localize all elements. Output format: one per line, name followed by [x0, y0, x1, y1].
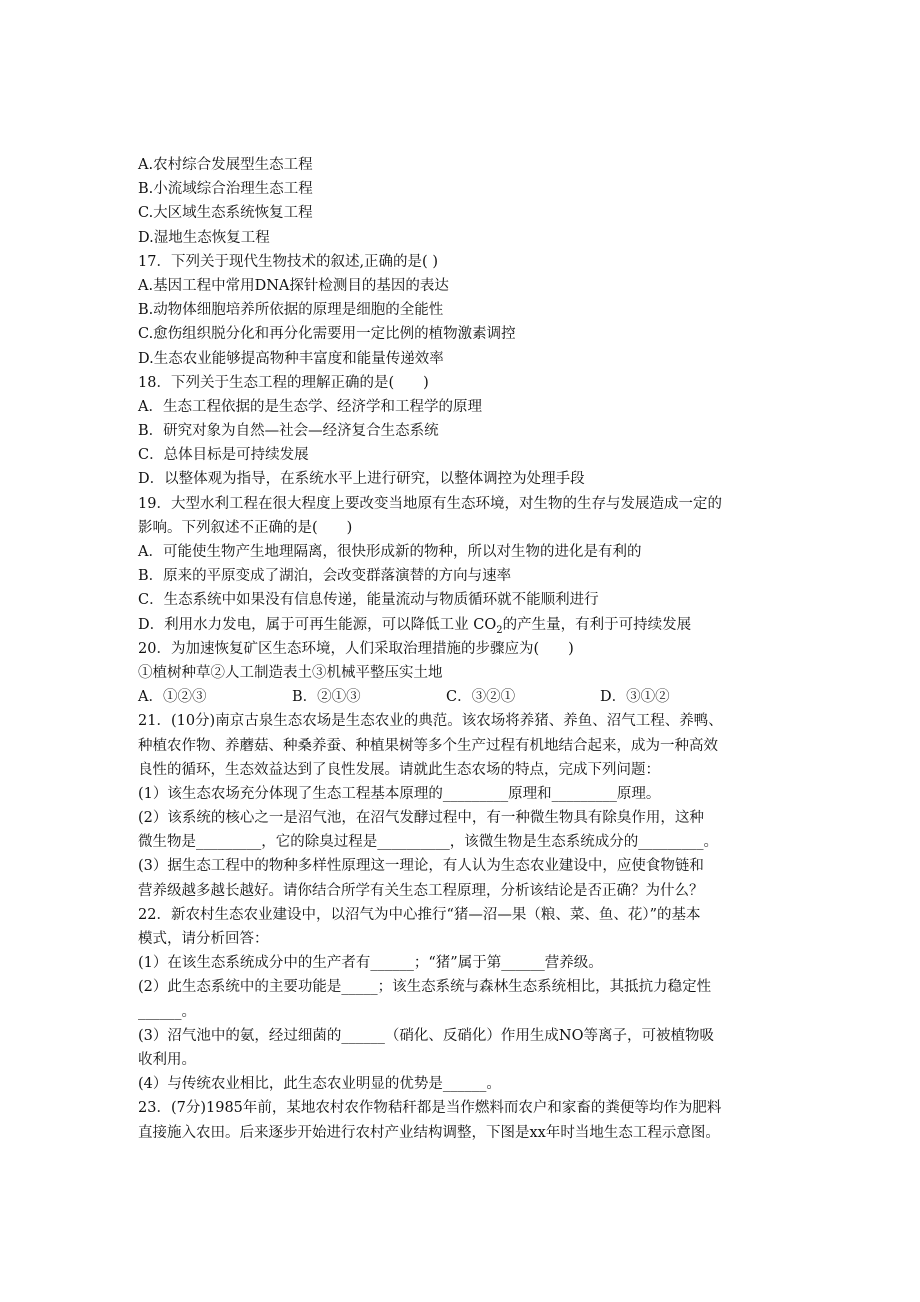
question-21-part-1: (1）该生态农场充分体现了生态工程基本原理的_________原理和_________原理。	[138, 785, 661, 802]
question-23-stem-cont: 直接施入农田。后来逐步开始进行农村产业结构调整，下图是xx年时当地生态工程示意图。	[138, 1124, 720, 1141]
text-run: 的产生量，有利于可持续发展	[502, 616, 692, 633]
question-17-option-d: D.生态农业能够提高物种丰富度和能量传递效率	[138, 350, 444, 367]
question-17-stem: 17．下列关于现代生物技术的叙述,正确的是( )	[138, 253, 438, 270]
question-22-part-3-cont: 收利用。	[138, 1051, 196, 1068]
subscript: 2	[496, 624, 503, 636]
question-20-stem: 20．为加速恢复矿区生态环境，人们采取治理措施的步骤应为( )	[138, 640, 574, 657]
question-18-option-a: A．生态工程依据的是生态学、经济学和工程学的原理	[138, 398, 482, 415]
question-20-option-a: A．①②③	[138, 689, 207, 706]
document-body	[138, 153, 788, 1145]
question-20-option-c: C．③②①	[446, 689, 516, 706]
question-18-stem: 18．下列关于生态工程的理解正确的是( )	[138, 374, 429, 391]
option-line: B.小流域综合治理生态工程	[138, 181, 313, 198]
question-19-stem-cont: 影响。下列叙述不正确的是( )	[138, 519, 353, 536]
question-22-part-2: (2）此生态系统中的主要功能是_____；该生态系统与森林生态系统相比，其抵抗力稳定性	[138, 979, 712, 996]
question-21-stem-cont: 种植农作物、养蘑菇、种桑养蚕、种植果树等多个生产过程有机地结合起来，成为一种高效	[138, 737, 718, 754]
question-19-stem: 19．大型水利工程在很大程度上要改变当地原有生态环境，对生物的生存与发展造成一定的	[138, 495, 722, 512]
option-line: C.大区域生态系统恢复工程	[138, 205, 313, 222]
text-run: D．利用水力发电，属于可再生能源，可以降低工业 CO	[138, 616, 497, 633]
question-21-part-3-cont: 营养级越多越长越好。请你结合所学有关生态工程原理，分析该结论是否正确？为什么？	[138, 882, 704, 899]
question-21-part-2: (2）该系统的核心之一是沼气池，在沼气发酵过程中，有一种微生物具有除臭作用，这种	[138, 810, 704, 827]
option-line: D.湿地生态恢复工程	[138, 229, 270, 246]
question-19-option-a: A．可能使生物产生地理隔离，很快形成新的物种，所以对生物的进化是有利的	[138, 544, 642, 560]
question-17-option-c: C.愈伤组织脱分化和再分化需要用一定比例的植物激素调控	[138, 326, 516, 343]
question-18-option-c: C．总体目标是可持续发展	[138, 447, 309, 464]
question-22-part-3: (3）沼气池中的氨，经过细菌的______（硝化、反硝化）作用生成NO等离子，可被植物吸	[138, 1027, 714, 1044]
question-20-option-d: D．③①②	[600, 689, 670, 706]
question-17-option-b: B.动物体细胞培养所依据的原理是细胞的全能性	[138, 302, 444, 319]
question-20-options	[138, 685, 788, 709]
question-20-option-b: B．②①③	[292, 689, 361, 706]
question-19-option-d	[138, 613, 788, 637]
question-22-stem: 22．新农村生态农业建设中，以沼气为中心推行“猪—沼—果（粮、菜、鱼、花）”的基本	[138, 906, 701, 923]
question-22-part-2-cont: ______。	[138, 1003, 196, 1020]
question-21-stem-cont: 良性的循环，生态效益达到了良性发展。请就此生态农场的特点，完成下列问题：	[138, 761, 660, 778]
question-19-option-c: C．生态系统中如果没有信息传递，能量流动与物质循环就不能顺利进行	[138, 592, 599, 609]
question-21-part-2-cont: 微生物是_________，它的除臭过程是__________，该微生物是生态系统成分的_________。	[138, 834, 718, 851]
question-22-part-4: (4）与传统农业相比，此生态农业明显的优势是______。	[138, 1076, 501, 1093]
question-21-stem: 21．(10分)南京古泉生态农场是生态农业的典范。该农场将养猪、养鱼、沼气工程、养鸭、	[138, 713, 723, 730]
question-23-stem: 23．(7分)1985年前，某地农村农作物秸秆都是当作燃料而农户和家畜的粪便等均作为肥料	[138, 1100, 722, 1117]
question-21-part-3: (3）据生态工程中的物种多样性原理这一理论，有人认为生态农业建设中，应使食物链和	[138, 858, 704, 875]
question-22-stem-cont: 模式，请分析回答：	[138, 931, 269, 947]
question-19-option-b: B．原来的平原变成了湖泊，会改变群落演替的方向与速率	[138, 568, 512, 585]
option-line: A.农村综合发展型生态工程	[138, 157, 313, 173]
question-22-part-1: (1）在该生态系统成分中的生产者有______；“猪”属于第______营养级。	[138, 955, 603, 972]
question-20-steps: ①植树种草②人工制造表土③机械平整压实土地	[138, 664, 443, 681]
question-17-option-a: A.基因工程中常用DNA探针检测目的基因的表达	[138, 277, 449, 294]
question-18-option-b: B．研究对象为自然—社会—经济复合生态系统	[138, 423, 439, 440]
question-18-option-d: D．以整体观为指导，在系统水平上进行研究，以整体调控为处理手段	[138, 471, 585, 488]
